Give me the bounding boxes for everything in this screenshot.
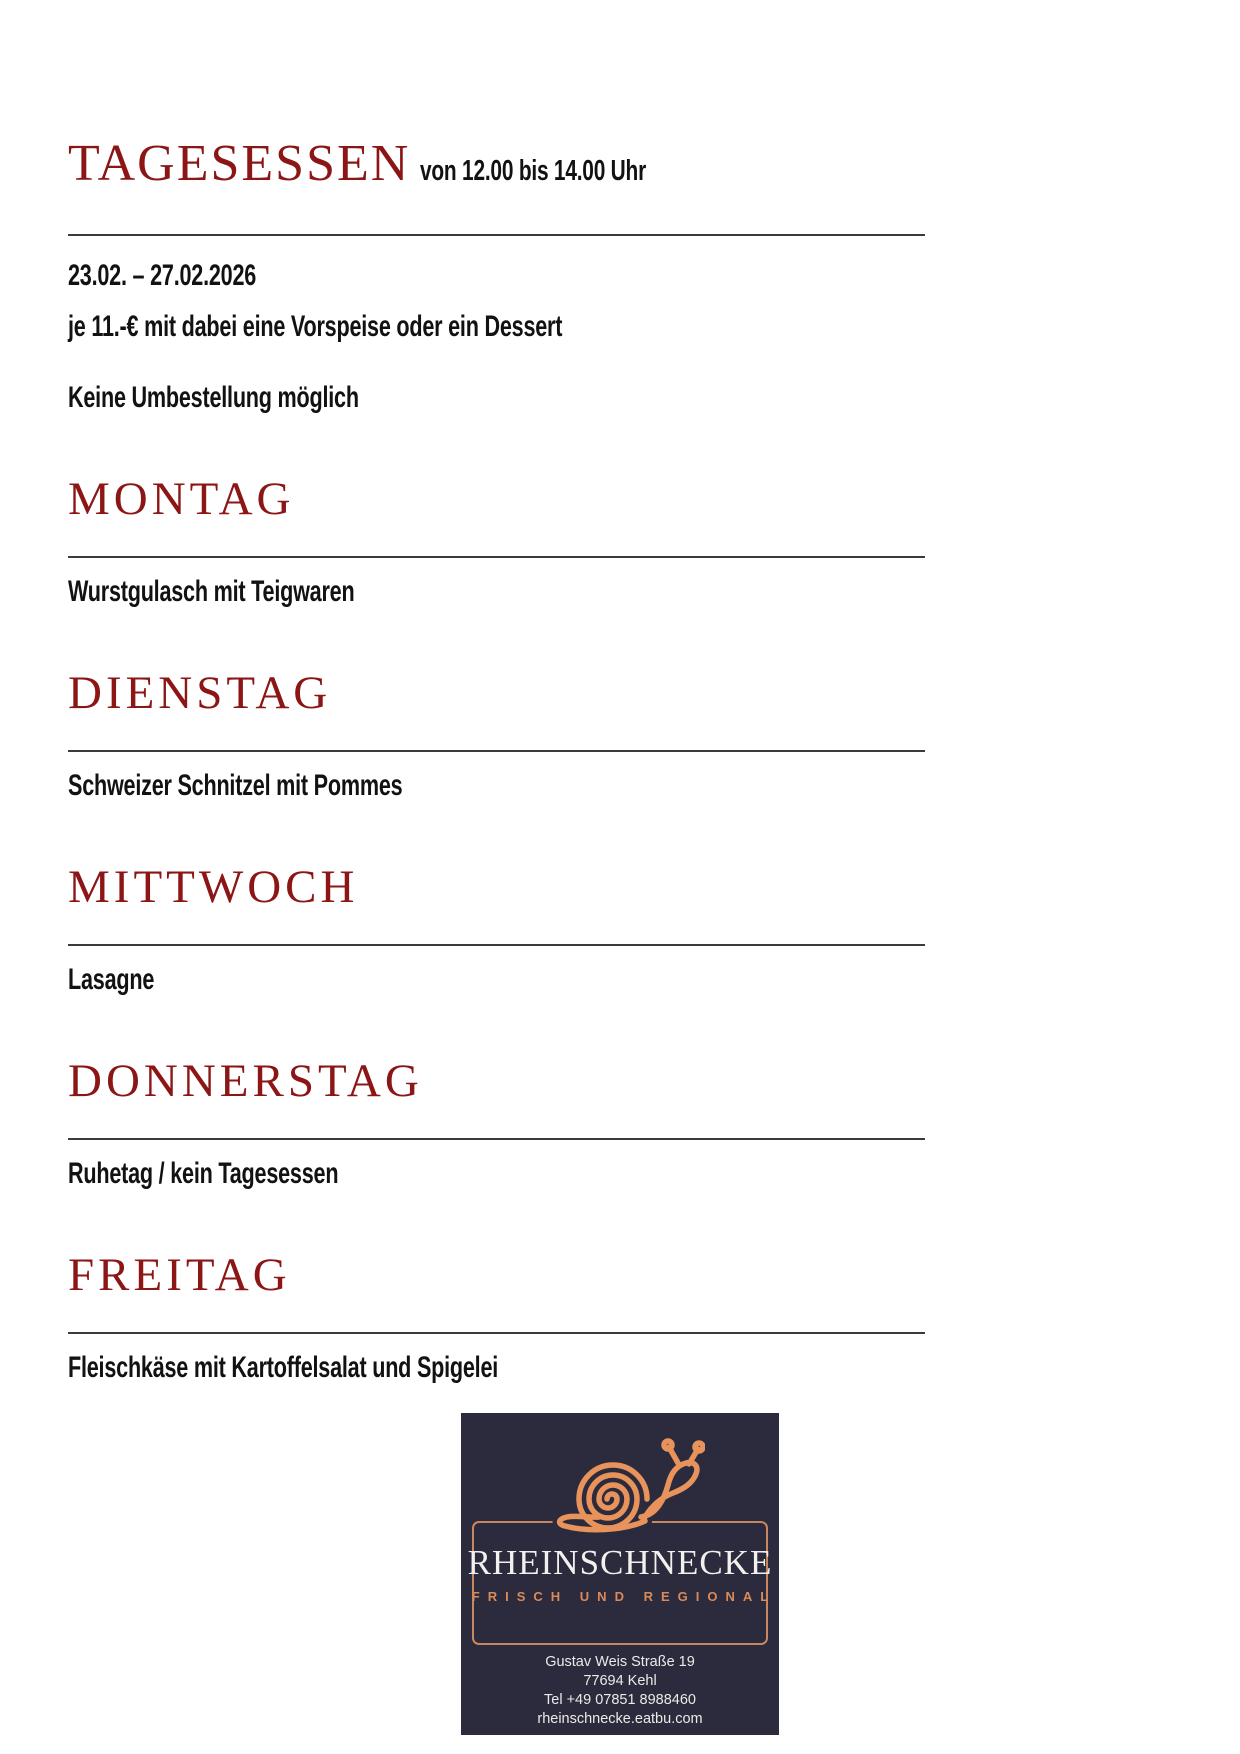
- address-city: 77694 Kehl: [583, 1673, 657, 1689]
- day-dish: Ruhetag / kein Tagesessen: [68, 1157, 339, 1190]
- restaurant-logo-wrap: [68, 1413, 1172, 1735]
- day-label: FREITAG: [68, 1249, 291, 1301]
- day-label: MITTWOCH: [68, 861, 359, 913]
- divider: [68, 234, 925, 236]
- price-note-line: [68, 309, 1172, 350]
- day-label: DIENSTAG: [68, 667, 332, 719]
- cancellation-notice-line: [68, 380, 1172, 421]
- dish-line: [68, 962, 1172, 1003]
- dish-line: [68, 1350, 1172, 1391]
- divider: [68, 1332, 925, 1334]
- website-url: rheinschnecke.eatbu.com: [537, 1711, 703, 1727]
- phone-number: Tel +49 07851 8988460: [544, 1692, 696, 1708]
- dish-line: [68, 574, 1172, 615]
- day-section-mittwoch: [68, 861, 1172, 1003]
- date-range: 23.02. – 27.02.2026: [68, 259, 257, 292]
- divider: [68, 1138, 925, 1140]
- divider: [68, 750, 925, 752]
- day-section-donnerstag: [68, 1055, 1172, 1197]
- serving-time-text: von 12.00 bis 14.00 Uhr: [420, 155, 647, 187]
- dish-line: [68, 768, 1172, 809]
- day-label: MONTAG: [68, 473, 295, 525]
- day-label: DONNERSTAG: [68, 1055, 423, 1107]
- restaurant-name: RHEINSCHNECKE: [467, 1543, 773, 1582]
- title-row: [68, 134, 1172, 194]
- divider: [68, 944, 925, 946]
- day-section-montag: [68, 473, 1172, 615]
- page-title: TAGESESSEN: [68, 135, 411, 192]
- price-note: je 11.-€ mit dabei eine Vorspeise oder ein Dessert: [68, 310, 563, 343]
- cancellation-notice: Keine Umbestellung möglich: [68, 381, 359, 414]
- address-street: Gustav Weis Straße 19: [545, 1654, 695, 1670]
- day-dish: Fleischkäse mit Kartoffelsalat und Spigelei: [68, 1351, 499, 1384]
- day-dish: Wurstgulasch mit Teigwaren: [68, 575, 355, 608]
- restaurant-logo: [461, 1413, 779, 1735]
- date-range-line: [68, 258, 1172, 299]
- day-section-freitag: [68, 1249, 1172, 1391]
- divider: [68, 556, 925, 558]
- logo-address-block: [461, 1653, 779, 1729]
- serving-time: [420, 155, 734, 188]
- snail-icon: [545, 1437, 705, 1543]
- day-section-dienstag: [68, 667, 1172, 809]
- dish-line: [68, 1156, 1172, 1197]
- restaurant-tagline: FRISCH UND REGIONAL: [471, 1589, 777, 1604]
- day-dish: Lasagne: [68, 963, 155, 996]
- day-dish: Schweizer Schnitzel mit Pommes: [68, 769, 403, 802]
